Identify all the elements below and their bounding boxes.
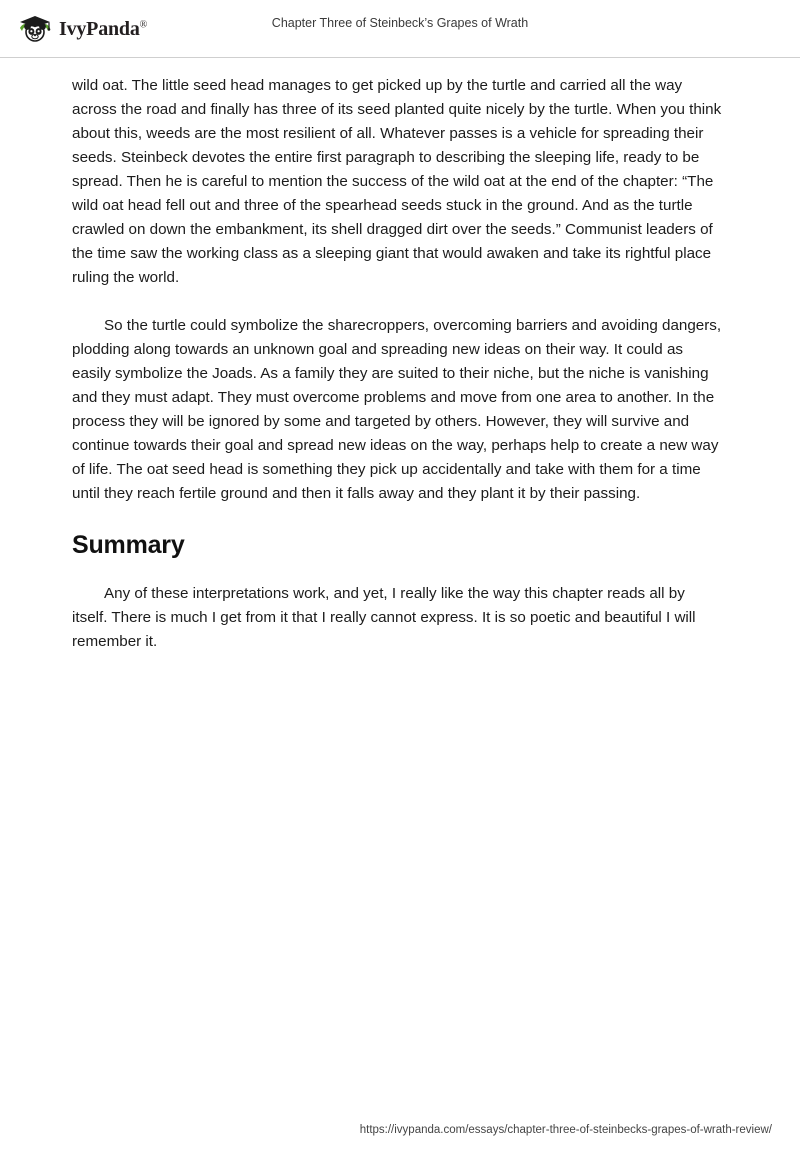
brand-name-text: IvyPanda [59,17,140,40]
page-header [0,0,800,58]
paragraph-summary: Any of these interpretations work, and yet, I really like the way this chapter reads all by itself. There is much I get from it that I really cannot express. It is so poetic and beautiful I will remember it. [72,585,696,650]
brand-registered-mark: ® [139,18,148,30]
document-body [72,74,724,678]
paragraph-continued: wild oat. The little seed head manages to get picked up by the turtle and carried all the way across the road and finally has three of its seed planted quite nicely by the turtle. When you think about this, weeds are the most resilient of all. Whatever passes is a vehicle for spreading their seeds. Steinbeck devotes the entire first paragraph to describing the sleeping life, ready to be spread. Then he is careful to mention the success of the wild oat at the end of the chapter: “The wild oat head fell out and three of the spearhead seeds stuck in the ground. And as the turtle crawled on down the embankment, its shell dragged dirt over the seeds.” Communist leaders of the time saw the working class as a sleeping giant that would awaken and take its rightful place ruling the world. [72,77,722,286]
page-title: Chapter Three of Steinbeck’s Grapes of Wrath [271,16,529,30]
source-url-link[interactable]: https://ivypanda.com/essays/chapter-three-of-steinbecks-grapes-of-wrath-review/ [359,1124,772,1136]
page-footer [0,1120,800,1138]
paragraph-turtle-symbolism: So the turtle could symbolize the sharecroppers, overcoming barriers and avoiding dangers, plodding along towards an unknown goal and spreading new ideas on their way. It could as easily symbolize the Joads. As a family they are suited to their niche, but the niche is vanishing and they must adapt. They must overcome problems and move from one area to another. In the process they will be ignored by some and targeted by others. However, they will survive and continue towards their goal and spread new ideas on the way, perhaps help to create a new way of life. The oat seed head is something they pick up accidentally and take with them for a time until they reach fertile ground and then it falls away and they plant it by their passing. [72,317,722,502]
section-heading-summary: Summary [72,531,185,559]
